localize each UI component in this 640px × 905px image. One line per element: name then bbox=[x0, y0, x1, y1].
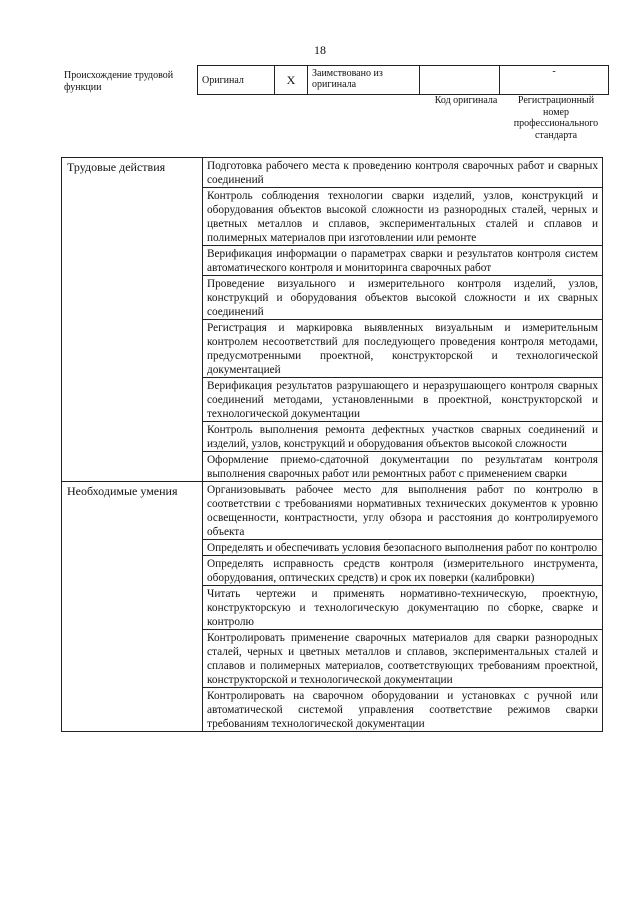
registration-number-caption: Регистрационный номер профессионального стандарта bbox=[513, 95, 599, 141]
original-mark: X bbox=[275, 66, 308, 95]
borrowed-label: Заимствовано из оригинала bbox=[308, 66, 420, 95]
category-required-skills: Необходимые умения bbox=[62, 482, 203, 732]
list-item: Организовывать рабочее место для выполнения работ по контролю в соответствии с требованиями нормативных технических документов к уровню освещенности, контрастности, углу обзора и расстояния до контролируемого объекта bbox=[203, 482, 603, 540]
origin-table bbox=[197, 65, 609, 95]
list-item: Определять исправность средств контроля (измерительного инструмента, оборудования, оптических средств) и срок их поверки (калибровки) bbox=[203, 556, 603, 586]
list-item: Читать чертежи и применять нормативно-техническую, проектную, конструкторскую и технологическую документацию по сборке, сварке и контролю bbox=[203, 586, 603, 630]
list-item: Определять и обеспечивать условия безопасного выполнения работ по контролю bbox=[203, 540, 603, 556]
table-row bbox=[62, 158, 603, 188]
list-item: Проведение визуального и измерительного контроля изделий, узлов, конструкций и оборудования объектов высокой сложности и их сварных соединений bbox=[203, 276, 603, 320]
list-item: Регистрация и маркировка выявленных визуальным и измерительным контролем несоответствий для последующего проведения контроля методами, предусмотренными проектной, конструкторской и технологической документацией bbox=[203, 320, 603, 378]
origin-label: Происхождение трудовой функции bbox=[64, 70, 174, 93]
original-code-cell bbox=[420, 66, 500, 95]
registration-number-cell: - bbox=[500, 66, 609, 95]
list-item: Оформление приемо-сдаточной документации по результатам контроля выполнения сварочных работ или ремонтных работ с применением сварки bbox=[203, 452, 603, 482]
list-item: Контроль выполнения ремонта дефектных участков сварных соединений и изделий, узлов, конструкций и оборудования объектов высокой сложности bbox=[203, 422, 603, 452]
table-row bbox=[62, 482, 603, 540]
list-item: Контроль соблюдения технологии сварки изделий, узлов, конструкций и оборудования объектов высокой сложности из разнородных сталей, черных и цветных металлов и сплавов, экспериментальных сталей и сплавов и полимерных материалов при изготовлении или ремонте bbox=[203, 188, 603, 246]
list-item: Подготовка рабочего места к проведению контроля сварочных работ и сварных соединений bbox=[203, 158, 603, 188]
original-code-caption: Код оригинала bbox=[434, 95, 498, 106]
list-item: Верификация результатов разрушающего и неразрушающего контроля сварных соединений методами, установленными в проектной, конструкторской и технологической документации bbox=[203, 378, 603, 422]
original-label: Оригинал bbox=[198, 66, 275, 95]
labor-function-table bbox=[61, 157, 603, 732]
list-item: Контролировать на сварочном оборудовании и установках с ручной или автоматической системой управления соответствие режимов сварки требованиям технологической документации bbox=[203, 688, 603, 732]
category-labor-actions: Трудовые действия bbox=[62, 158, 203, 482]
list-item: Контролировать применение сварочных материалов для сварки разнородных сталей, черных и цветных металлов и сплавов, экспериментальных сталей и сплавов и полимерных материалов, соответствующих требованиям проектной, конструкторской и технологической документации bbox=[203, 630, 603, 688]
page-number: 18 bbox=[314, 43, 326, 57]
list-item: Верификация информации о параметрах сварки и результатов контроля систем автоматического контроля и мониторинга сварочных работ bbox=[203, 246, 603, 276]
